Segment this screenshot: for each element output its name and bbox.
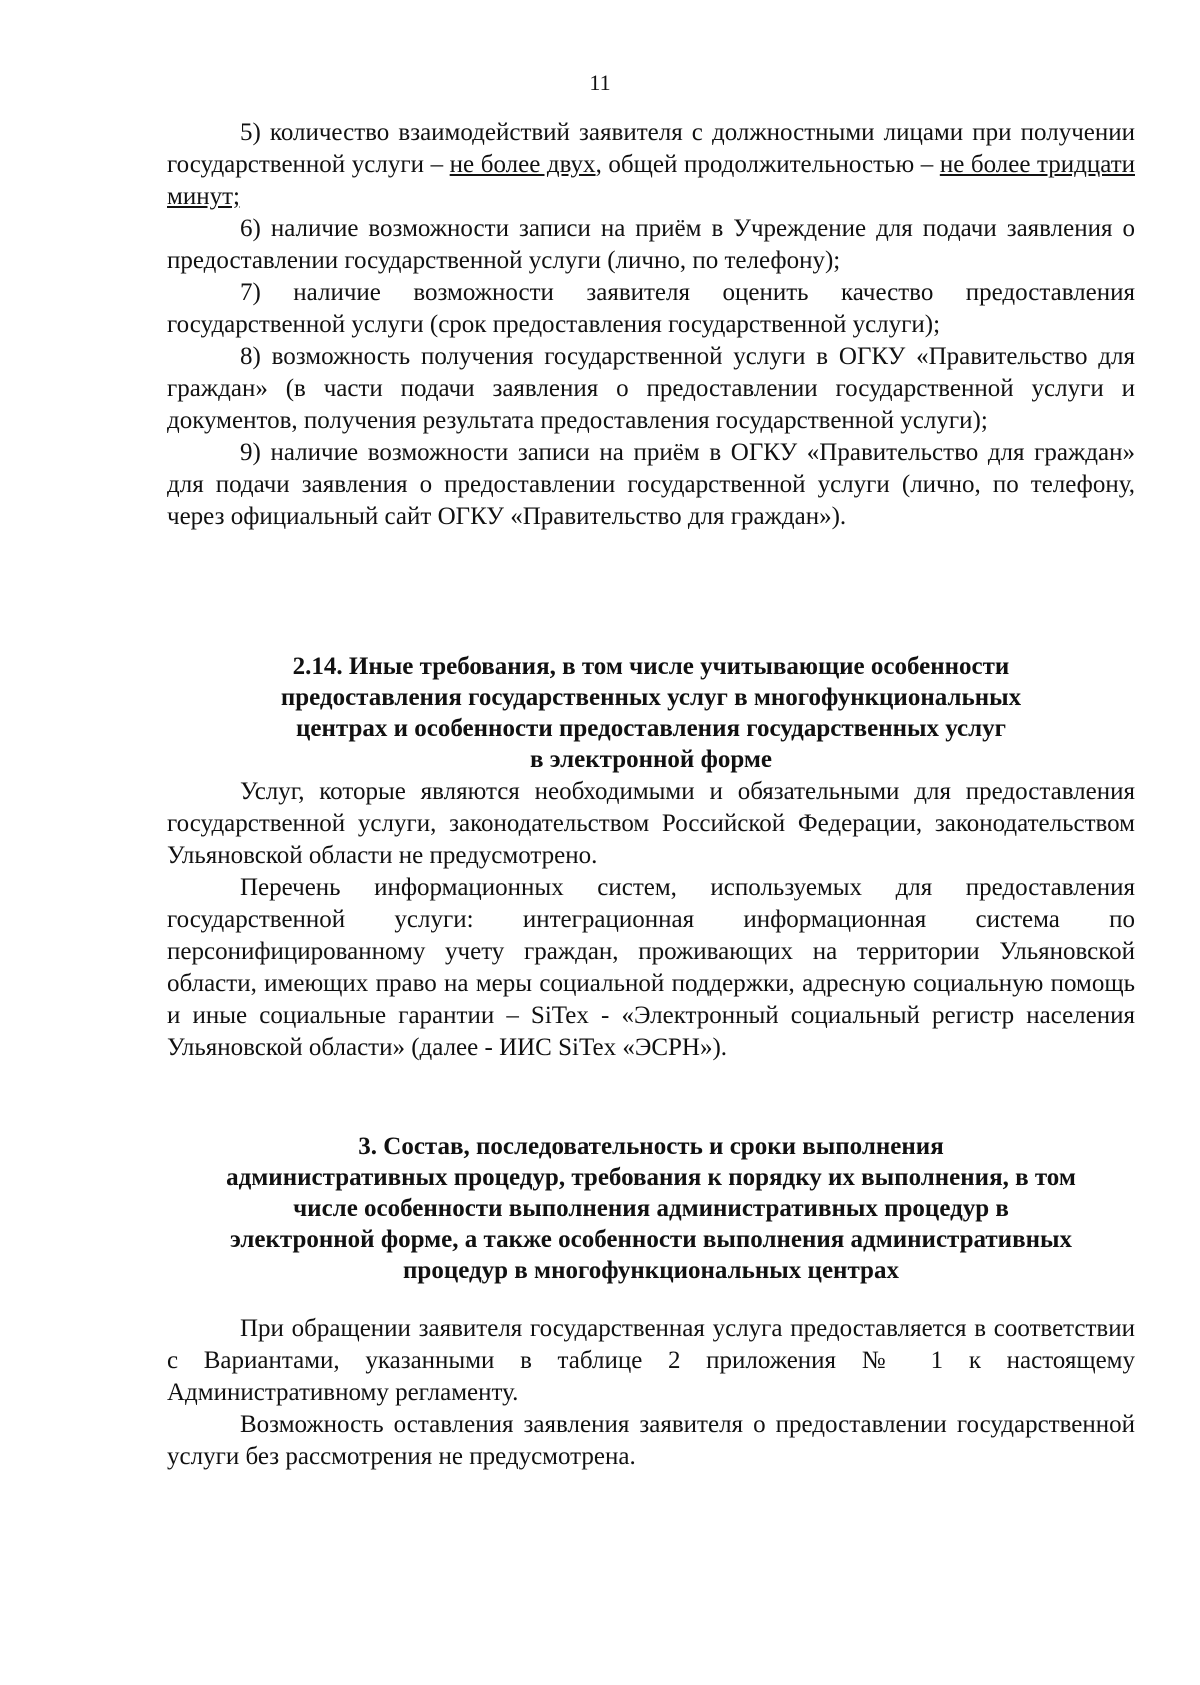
heading-line: административных процедур, требования к порядку их выполнения, в том [226,1164,1076,1191]
heading-line: центрах и особенности предоставления государственных услуг [295,715,1006,742]
heading-line: электронной форме, а также особенности выполнения административных [229,1226,1072,1253]
list-item-5 [167,117,1135,213]
paragraph: Услуг, которые являются необходимыми и обязательными для предоставления государственной услуги, законодательством Российской Федерации, законодательством Ульяновской области не предусмотрено. [167,778,1135,869]
paragraph: Возможность оставления заявления заявителя о предоставлении государственной услуги без рассмотрения не предусмотрена. [167,1411,1135,1470]
list-item-6: 6) наличие возможности записи на приём в Учреждение для подачи заявления о предоставлении государственной услуги (лично, по телефону); [167,215,1135,274]
paragraph: Перечень информационных систем, используемых для предоставления государственной услуги: интеграционная информационная система по персонифицированному учету граждан, проживающих на территории Ульяновской области, имеющих право на меры социальной поддержки, адресную социальную помощь и иные социальные гарантии – SiTex - «Электронный социальный регистр населения Ульяновской области» (далее - ИИС SiTex «ЭСРН»). [167,874,1135,1061]
list-item-9: 9) наличие возможности записи на приём в ОГКУ «Правительство для граждан» для подачи заявления о предоставлении государственной услуги (лично, по телефону, через официальный сайт ОГКУ «Правительство для граждан»). [167,439,1135,530]
page-number: 11 [589,70,611,95]
item-5-text-b: , общей продолжительностью – [595,151,940,178]
list-item-7: 7) наличие возможности заявителя оценить качество предоставления государственной услуги (срок предоставления государственной услуги); [167,279,1135,338]
requirements-list [167,117,1135,533]
heading-line: 2.14. Иные требования, в том числе учитывающие особенности [292,653,1010,680]
section-2-14-body [167,776,1135,1064]
item-5-text-a: 5) количество взаимодействий заявителя с должностными лицами при получении государственной услуги – [167,119,1135,178]
heading-line: числе особенности выполнения административных процедур в [293,1195,1009,1222]
item-5-underlined-count: не более двух [449,151,596,178]
section-3-heading [167,1131,1135,1286]
section-3-body [167,1313,1135,1473]
heading-line: предоставления государственных услуг в многофункциональных [280,684,1022,711]
item-5-underlined-duration: не более тридцати минут; [167,151,1135,210]
list-item-8: 8) возможность получения государственной услуги в ОГКУ «Правительство для граждан» (в части подачи заявления о предоставлении государственной услуги и документов, получения результата предоставления государственной услуги); [167,343,1135,434]
section-2-14-heading [167,651,1135,775]
paragraph: При обращении заявителя государственная услуга предоставляется в соответствии с Вариантами, указанными в таблице 2 приложения № 1 к настоящему Административному регламенту. [167,1315,1135,1406]
heading-line: в электронной форме [529,746,773,773]
heading-line: процедур в многофункциональных центрах [403,1257,899,1284]
heading-line: 3. Состав, последовательность и сроки выполнения [358,1133,944,1160]
